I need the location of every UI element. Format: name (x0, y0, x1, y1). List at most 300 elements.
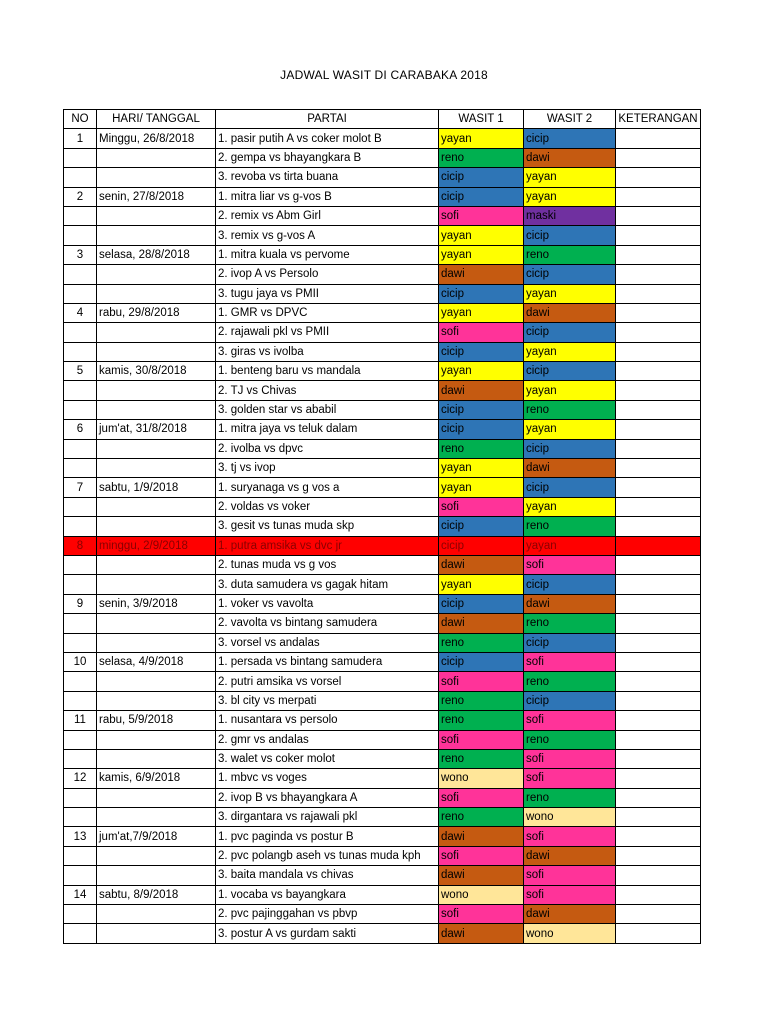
cell-match: 3. walet vs coker molot (216, 749, 439, 768)
cell-no (64, 439, 97, 458)
cell-referee-1: cicip (439, 536, 524, 555)
cell-day-date: Minggu, 26/8/2018 (97, 129, 216, 148)
cell-referee-2: yayan (524, 420, 616, 439)
cell-no (64, 226, 97, 245)
cell-day-date: senin, 27/8/2018 (97, 187, 216, 206)
cell-day-date (97, 905, 216, 924)
cell-no (64, 691, 97, 710)
cell-referee-1: yayan (439, 226, 524, 245)
table-header-row (64, 110, 701, 129)
cell-referee-1: reno (439, 749, 524, 768)
table-row (64, 924, 701, 943)
cell-referee-2: cicip (524, 362, 616, 381)
cell-match: 3. vorsel vs andalas (216, 633, 439, 652)
cell-notes (616, 594, 701, 613)
cell-notes (616, 749, 701, 768)
cell-notes (616, 555, 701, 574)
cell-no: 11 (64, 711, 97, 730)
table-row (64, 866, 701, 885)
cell-referee-2: dawi (524, 594, 616, 613)
cell-day-date (97, 788, 216, 807)
table-row (64, 362, 701, 381)
cell-no (64, 788, 97, 807)
cell-referee-2: cicip (524, 323, 616, 342)
cell-referee-1: sofi (439, 672, 524, 691)
cell-referee-2: dawi (524, 303, 616, 322)
cell-no (64, 672, 97, 691)
cell-referee-1: yayan (439, 362, 524, 381)
cell-no (64, 614, 97, 633)
cell-referee-2: sofi (524, 555, 616, 574)
cell-notes (616, 536, 701, 555)
cell-notes (616, 226, 701, 245)
table-row (64, 400, 701, 419)
cell-no (64, 206, 97, 225)
cell-notes (616, 691, 701, 710)
table-row (64, 381, 701, 400)
cell-no (64, 265, 97, 284)
cell-match: 1. suryanaga vs g vos a (216, 478, 439, 497)
cell-day-date (97, 866, 216, 885)
cell-no (64, 808, 97, 827)
cell-day-date (97, 323, 216, 342)
cell-day-date (97, 206, 216, 225)
table-row (64, 769, 701, 788)
cell-referee-1: reno (439, 633, 524, 652)
header-referee-1: WASIT 1 (439, 110, 524, 129)
cell-notes (616, 187, 701, 206)
cell-match: 2. tunas muda vs g vos (216, 555, 439, 574)
cell-notes (616, 846, 701, 865)
cell-referee-1: wono (439, 885, 524, 904)
cell-referee-1: cicip (439, 420, 524, 439)
cell-no (64, 730, 97, 749)
cell-referee-1: cicip (439, 342, 524, 361)
cell-match: 2. remix vs Abm Girl (216, 206, 439, 225)
cell-referee-2: sofi (524, 885, 616, 904)
cell-match: 3. dirgantara vs rajawali pkl (216, 808, 439, 827)
cell-referee-2: cicip (524, 478, 616, 497)
cell-day-date: rabu, 29/8/2018 (97, 303, 216, 322)
cell-notes (616, 265, 701, 284)
table-row (64, 284, 701, 303)
table-row (64, 827, 701, 846)
cell-match: 1. vocaba vs bayangkara (216, 885, 439, 904)
cell-notes (616, 148, 701, 167)
cell-referee-2: yayan (524, 381, 616, 400)
cell-referee-1: sofi (439, 206, 524, 225)
cell-referee-2: dawi (524, 148, 616, 167)
cell-day-date: sabtu, 1/9/2018 (97, 478, 216, 497)
cell-referee-2: reno (524, 730, 616, 749)
table-row (64, 633, 701, 652)
cell-day-date (97, 400, 216, 419)
table-row (64, 536, 701, 555)
cell-day-date (97, 846, 216, 865)
cell-match: 2. rajawali pkl vs PMII (216, 323, 439, 342)
table-row (64, 730, 701, 749)
cell-match: 2. ivolba vs dpvc (216, 439, 439, 458)
cell-notes (616, 400, 701, 419)
table-row (64, 478, 701, 497)
cell-referee-1: sofi (439, 323, 524, 342)
cell-referee-2: yayan (524, 497, 616, 516)
table-row (64, 342, 701, 361)
cell-no: 2 (64, 187, 97, 206)
cell-no: 8 (64, 536, 97, 555)
cell-no (64, 749, 97, 768)
cell-referee-2: sofi (524, 749, 616, 768)
cell-day-date (97, 517, 216, 536)
table-row (64, 168, 701, 187)
table-row (64, 265, 701, 284)
cell-day-date (97, 381, 216, 400)
cell-match: 3. postur A vs gurdam sakti (216, 924, 439, 943)
cell-match: 3. tugu jaya vs PMII (216, 284, 439, 303)
cell-notes (616, 497, 701, 516)
cell-no (64, 148, 97, 167)
cell-referee-2: yayan (524, 536, 616, 555)
cell-match: 2. voldas vs voker (216, 497, 439, 516)
cell-day-date (97, 168, 216, 187)
table-row (64, 497, 701, 516)
cell-notes (616, 478, 701, 497)
cell-match: 3. giras vs ivolba (216, 342, 439, 361)
table-row (64, 129, 701, 148)
header-no: NO (64, 110, 97, 129)
cell-referee-1: reno (439, 691, 524, 710)
table-row (64, 148, 701, 167)
cell-referee-2: wono (524, 924, 616, 943)
cell-match: 2. vavolta vs bintang samudera (216, 614, 439, 633)
cell-notes (616, 439, 701, 458)
cell-day-date (97, 633, 216, 652)
table-row (64, 555, 701, 574)
cell-notes (616, 711, 701, 730)
cell-referee-1: yayan (439, 303, 524, 322)
cell-referee-1: cicip (439, 400, 524, 419)
cell-referee-2: cicip (524, 439, 616, 458)
cell-notes (616, 672, 701, 691)
cell-referee-2: yayan (524, 284, 616, 303)
cell-match: 1. benteng baru vs mandala (216, 362, 439, 381)
cell-referee-1: sofi (439, 497, 524, 516)
cell-match: 1. pasir putih A vs coker molot B (216, 129, 439, 148)
cell-referee-1: yayan (439, 575, 524, 594)
cell-notes (616, 284, 701, 303)
cell-notes (616, 633, 701, 652)
cell-referee-2: yayan (524, 168, 616, 187)
cell-match: 3. bl city vs merpati (216, 691, 439, 710)
table-row (64, 517, 701, 536)
cell-referee-2: yayan (524, 342, 616, 361)
cell-notes (616, 168, 701, 187)
cell-match: 1. GMR vs DPVC (216, 303, 439, 322)
table-row (64, 420, 701, 439)
cell-notes (616, 652, 701, 671)
cell-day-date (97, 148, 216, 167)
cell-no (64, 400, 97, 419)
page-title: JADWAL WASIT DI CARABAKA 2018 (280, 68, 488, 82)
cell-referee-1: cicip (439, 168, 524, 187)
cell-match: 3. baita mandala vs chivas (216, 866, 439, 885)
cell-match: 3. golden star vs ababil (216, 400, 439, 419)
cell-no (64, 924, 97, 943)
cell-referee-2: reno (524, 245, 616, 264)
table-row (64, 788, 701, 807)
cell-match: 2. pvc polangb aseh vs tunas muda kph (216, 846, 439, 865)
cell-referee-2: reno (524, 788, 616, 807)
cell-referee-1: sofi (439, 730, 524, 749)
cell-match: 1. pvc paginda vs postur B (216, 827, 439, 846)
cell-notes (616, 827, 701, 846)
cell-referee-1: yayan (439, 459, 524, 478)
cell-referee-2: yayan (524, 187, 616, 206)
table-row (64, 749, 701, 768)
cell-referee-1: yayan (439, 245, 524, 264)
cell-day-date (97, 808, 216, 827)
cell-referee-1: yayan (439, 129, 524, 148)
table-row (64, 808, 701, 827)
cell-notes (616, 517, 701, 536)
cell-no (64, 517, 97, 536)
cell-referee-2: sofi (524, 652, 616, 671)
cell-no (64, 497, 97, 516)
cell-referee-1: yayan (439, 478, 524, 497)
cell-referee-1: dawi (439, 924, 524, 943)
cell-no (64, 866, 97, 885)
cell-referee-2: sofi (524, 866, 616, 885)
cell-day-date: rabu, 5/9/2018 (97, 711, 216, 730)
cell-day-date (97, 614, 216, 633)
cell-referee-2: dawi (524, 846, 616, 865)
table-row (64, 672, 701, 691)
cell-referee-1: cicip (439, 652, 524, 671)
cell-day-date: selasa, 4/9/2018 (97, 652, 216, 671)
cell-match: 3. tj vs ivop (216, 459, 439, 478)
cell-notes (616, 614, 701, 633)
table-row (64, 594, 701, 613)
cell-referee-1: dawi (439, 614, 524, 633)
cell-referee-1: reno (439, 808, 524, 827)
table-row (64, 206, 701, 225)
cell-day-date (97, 924, 216, 943)
cell-referee-2: cicip (524, 226, 616, 245)
cell-referee-2: dawi (524, 459, 616, 478)
cell-no (64, 168, 97, 187)
cell-day-date (97, 749, 216, 768)
cell-day-date: kamis, 30/8/2018 (97, 362, 216, 381)
table-row (64, 846, 701, 865)
cell-notes (616, 362, 701, 381)
cell-notes (616, 730, 701, 749)
cell-notes (616, 206, 701, 225)
cell-day-date (97, 575, 216, 594)
cell-referee-1: dawi (439, 827, 524, 846)
cell-referee-1: cicip (439, 594, 524, 613)
cell-match: 1. putra amsika vs dvc jr (216, 536, 439, 555)
table-row (64, 226, 701, 245)
cell-match: 3. gesit vs tunas muda skp (216, 517, 439, 536)
cell-day-date (97, 226, 216, 245)
cell-referee-1: sofi (439, 846, 524, 865)
cell-notes (616, 129, 701, 148)
cell-notes (616, 245, 701, 264)
cell-day-date: jum'at, 31/8/2018 (97, 420, 216, 439)
cell-no: 7 (64, 478, 97, 497)
cell-notes (616, 575, 701, 594)
cell-day-date (97, 672, 216, 691)
cell-referee-1: sofi (439, 788, 524, 807)
cell-day-date: jum'at,7/9/2018 (97, 827, 216, 846)
cell-notes (616, 905, 701, 924)
cell-referee-2: sofi (524, 711, 616, 730)
cell-no: 9 (64, 594, 97, 613)
table-row (64, 691, 701, 710)
cell-day-date (97, 730, 216, 749)
cell-notes (616, 381, 701, 400)
cell-no (64, 284, 97, 303)
cell-referee-1: cicip (439, 517, 524, 536)
cell-no (64, 323, 97, 342)
cell-day-date (97, 265, 216, 284)
cell-match: 1. mbvc vs voges (216, 769, 439, 788)
table-row (64, 905, 701, 924)
cell-no: 13 (64, 827, 97, 846)
cell-day-date: sabtu, 8/9/2018 (97, 885, 216, 904)
cell-notes (616, 323, 701, 342)
cell-match: 2. gempa vs bhayangkara B (216, 148, 439, 167)
cell-no: 4 (64, 303, 97, 322)
header-notes: KETERANGAN (616, 110, 701, 129)
cell-referee-1: sofi (439, 905, 524, 924)
cell-no: 12 (64, 769, 97, 788)
table-row (64, 303, 701, 322)
cell-no (64, 905, 97, 924)
cell-match: 1. nusantara vs persolo (216, 711, 439, 730)
cell-day-date: kamis, 6/9/2018 (97, 769, 216, 788)
cell-referee-2: reno (524, 672, 616, 691)
cell-referee-2: reno (524, 400, 616, 419)
cell-referee-1: dawi (439, 265, 524, 284)
cell-match: 1. mitra jaya vs teluk dalam (216, 420, 439, 439)
cell-referee-1: dawi (439, 555, 524, 574)
cell-notes (616, 769, 701, 788)
cell-referee-2: cicip (524, 633, 616, 652)
cell-no (64, 342, 97, 361)
cell-no (64, 381, 97, 400)
cell-referee-2: cicip (524, 691, 616, 710)
cell-match: 1. mitra liar vs g-vos B (216, 187, 439, 206)
cell-referee-1: wono (439, 769, 524, 788)
cell-match: 3. duta samudera vs gagak hitam (216, 575, 439, 594)
header-day-date: HARI/ TANGGAL (97, 110, 216, 129)
cell-notes (616, 866, 701, 885)
cell-referee-2: cicip (524, 575, 616, 594)
cell-no: 14 (64, 885, 97, 904)
cell-day-date (97, 459, 216, 478)
cell-day-date (97, 691, 216, 710)
cell-referee-2: reno (524, 614, 616, 633)
cell-no: 5 (64, 362, 97, 381)
cell-day-date (97, 555, 216, 574)
cell-notes (616, 459, 701, 478)
cell-referee-1: cicip (439, 284, 524, 303)
cell-no (64, 575, 97, 594)
cell-notes (616, 420, 701, 439)
cell-no (64, 846, 97, 865)
cell-no: 6 (64, 420, 97, 439)
cell-match: 1. voker vs vavolta (216, 594, 439, 613)
cell-notes (616, 885, 701, 904)
header-referee-2: WASIT 2 (524, 110, 616, 129)
cell-referee-1: reno (439, 439, 524, 458)
cell-day-date (97, 497, 216, 516)
table-row (64, 711, 701, 730)
cell-referee-1: dawi (439, 381, 524, 400)
cell-no: 1 (64, 129, 97, 148)
referee-schedule-table (63, 109, 701, 944)
cell-notes (616, 303, 701, 322)
cell-no (64, 555, 97, 574)
table-row (64, 245, 701, 264)
cell-day-date (97, 284, 216, 303)
cell-day-date: minggu, 2/9/2018 (97, 536, 216, 555)
cell-referee-1: cicip (439, 187, 524, 206)
cell-referee-2: sofi (524, 769, 616, 788)
cell-match: 3. revoba vs tirta buana (216, 168, 439, 187)
cell-no (64, 459, 97, 478)
cell-match: 1. mitra kuala vs pervome (216, 245, 439, 264)
table-row (64, 652, 701, 671)
cell-day-date (97, 342, 216, 361)
cell-match: 2. gmr vs andalas (216, 730, 439, 749)
cell-match: 2. TJ vs Chivas (216, 381, 439, 400)
cell-referee-2: reno (524, 517, 616, 536)
cell-referee-2: sofi (524, 827, 616, 846)
cell-day-date: selasa, 28/8/2018 (97, 245, 216, 264)
cell-no (64, 633, 97, 652)
cell-referee-2: cicip (524, 265, 616, 284)
cell-notes (616, 788, 701, 807)
table-row (64, 439, 701, 458)
table-row (64, 575, 701, 594)
table-row (64, 459, 701, 478)
cell-referee-1: reno (439, 148, 524, 167)
cell-day-date (97, 439, 216, 458)
table-row (64, 187, 701, 206)
table-row (64, 885, 701, 904)
cell-referee-2: cicip (524, 129, 616, 148)
cell-no: 10 (64, 652, 97, 671)
cell-referee-2: dawi (524, 905, 616, 924)
cell-referee-1: dawi (439, 866, 524, 885)
cell-no: 3 (64, 245, 97, 264)
cell-match: 2. ivop A vs Persolo (216, 265, 439, 284)
table-row (64, 323, 701, 342)
cell-match: 2. ivop B vs bhayangkara A (216, 788, 439, 807)
cell-match: 2. putri amsika vs vorsel (216, 672, 439, 691)
cell-notes (616, 808, 701, 827)
cell-notes (616, 342, 701, 361)
table-row (64, 614, 701, 633)
cell-referee-1: reno (439, 711, 524, 730)
header-match: PARTAI (216, 110, 439, 129)
cell-match: 1. persada vs bintang samudera (216, 652, 439, 671)
cell-match: 2. pvc pajinggahan vs pbvp (216, 905, 439, 924)
cell-referee-2: maski (524, 206, 616, 225)
cell-referee-2: wono (524, 808, 616, 827)
